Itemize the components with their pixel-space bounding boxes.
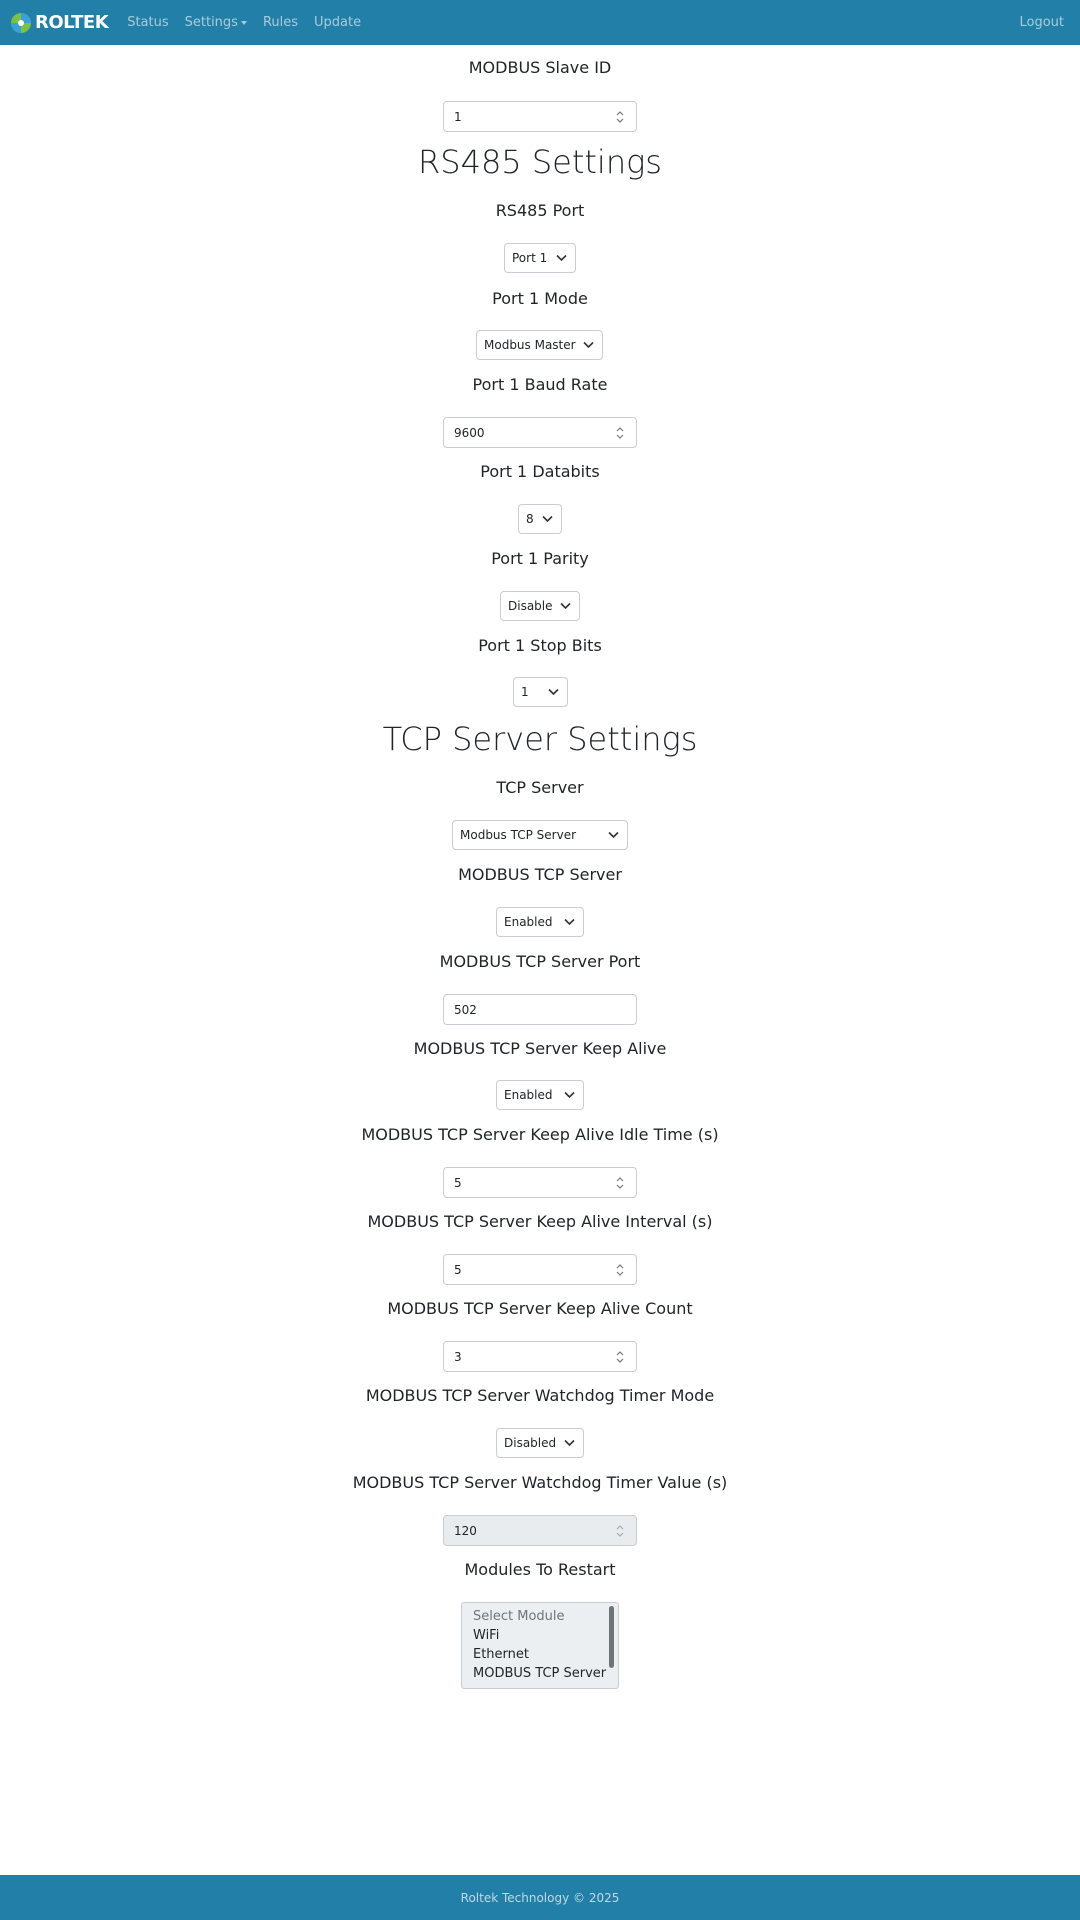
spinner-icon[interactable] (614, 1175, 626, 1191)
tcp-server-label: TCP Server (496, 778, 584, 797)
watchdog-mode-select[interactable] (496, 1428, 584, 1458)
keepalive-interval-label: MODBUS TCP Server Keep Alive Interval (s) (367, 1212, 713, 1231)
port1-databits-label: Port 1 Databits (480, 462, 600, 481)
port1-stopbits-select[interactable] (513, 677, 568, 707)
modules-restart-listbox[interactable] (461, 1602, 619, 1689)
rs485-port-value: Port 1 (512, 251, 548, 265)
port1-stopbits-label: Port 1 Stop Bits (478, 636, 602, 655)
keepalive-idle-value: 5 (454, 1175, 462, 1190)
keepalive-idle-label: MODBUS TCP Server Keep Alive Idle Time (s) (361, 1125, 719, 1144)
modbus-slave-id-input[interactable] (443, 101, 637, 132)
logout-link[interactable]: Logout (1019, 15, 1064, 30)
nav-update[interactable]: Update (314, 15, 362, 30)
port1-stopbits-value: 1 (521, 685, 529, 699)
watchdog-mode-value: Disabled (504, 1436, 557, 1450)
spinner-icon[interactable] (614, 109, 626, 125)
keepalive-interval-value: 5 (454, 1262, 462, 1277)
port1-parity-label: Port 1 Parity (491, 549, 589, 568)
nav-rules[interactable]: Rules (262, 15, 299, 30)
tcp-server-select[interactable] (452, 820, 628, 850)
port1-databits-select[interactable] (518, 504, 562, 534)
modbus-tcp-server-value: Enabled (504, 915, 553, 929)
keepalive-count-label: MODBUS TCP Server Keep Alive Count (387, 1299, 693, 1318)
nav-settings-label: Settings (184, 15, 238, 30)
port1-mode-value: Modbus Master (484, 338, 576, 352)
keepalive-count-value: 3 (454, 1349, 462, 1364)
modbus-tcp-port-label: MODBUS TCP Server Port (439, 952, 641, 971)
watchdog-value-label: MODBUS TCP Server Watchdog Timer Value (s) (352, 1473, 728, 1492)
tcp-server-value: Modbus TCP Server (460, 828, 577, 842)
port1-mode-select[interactable] (476, 330, 603, 360)
listbox-scrollbar[interactable] (609, 1606, 614, 1668)
port1-baud-input[interactable] (443, 417, 637, 448)
port1-baud-value: 9600 (454, 425, 485, 440)
brand-link[interactable] (10, 12, 108, 34)
modules-restart-label: Modules To Restart (464, 1560, 616, 1579)
list-option[interactable]: Ethernet (473, 1647, 529, 1662)
modbus-tcp-server-select[interactable] (496, 907, 584, 937)
port1-parity-value: Disable (508, 599, 553, 613)
tcp-section-title: TCP Server Settings (382, 720, 698, 758)
list-option[interactable]: MODBUS TCP Server (473, 1666, 607, 1681)
chevron-down-icon (564, 1091, 575, 1099)
spinner-icon[interactable] (614, 1349, 626, 1365)
chevron-down-icon (583, 341, 594, 349)
chevron-down-icon (556, 254, 567, 262)
keepalive-interval-input[interactable] (443, 1254, 637, 1285)
footer (0, 1875, 1080, 1920)
watchdog-value-input (443, 1515, 637, 1546)
list-option[interactable]: Select Module (473, 1609, 565, 1624)
keepalive-value: Enabled (504, 1088, 553, 1102)
port1-baud-label: Port 1 Baud Rate (472, 375, 608, 394)
keepalive-label: MODBUS TCP Server Keep Alive (413, 1039, 667, 1058)
keepalive-idle-input[interactable] (443, 1167, 637, 1198)
chevron-down-icon (564, 1439, 575, 1447)
modbus-slave-id-label: MODBUS Slave ID (468, 58, 612, 77)
watchdog-value: 120 (454, 1523, 477, 1538)
chevron-down-icon (608, 831, 619, 839)
roltek-logo-icon (10, 12, 32, 34)
modbus-tcp-port-input[interactable] (443, 994, 637, 1025)
port1-databits-value: 8 (526, 512, 534, 526)
keepalive-select[interactable] (496, 1080, 584, 1110)
nav-settings-dropdown[interactable] (185, 15, 247, 30)
port1-mode-label: Port 1 Mode (492, 289, 588, 308)
chevron-down-icon (548, 688, 559, 696)
spinner-icon[interactable] (614, 1262, 626, 1278)
rs485-port-label: RS485 Port (495, 201, 585, 220)
caret-down-icon (241, 21, 247, 25)
modbus-slave-id-value: 1 (454, 109, 462, 124)
rs485-port-select[interactable] (504, 243, 576, 273)
rs485-section-title: RS485 Settings (418, 143, 662, 181)
list-option[interactable]: WiFi (473, 1628, 500, 1643)
spinner-icon (614, 1523, 626, 1539)
chevron-down-icon (560, 602, 571, 610)
chevron-down-icon (564, 918, 575, 926)
brand-name: ROLTEK (35, 12, 109, 33)
watchdog-mode-label: MODBUS TCP Server Watchdog Timer Mode (365, 1386, 715, 1405)
port1-parity-select[interactable] (500, 591, 580, 621)
modbus-tcp-port-value: 502 (454, 1002, 477, 1017)
nav-status[interactable]: Status (127, 15, 169, 30)
spinner-icon[interactable] (614, 425, 626, 441)
keepalive-count-input[interactable] (443, 1341, 637, 1372)
modbus-tcp-server-label: MODBUS TCP Server (458, 865, 622, 884)
chevron-down-icon (542, 515, 553, 523)
navbar (0, 0, 1080, 45)
footer-text: Roltek Technology © 2025 (460, 1890, 620, 1905)
